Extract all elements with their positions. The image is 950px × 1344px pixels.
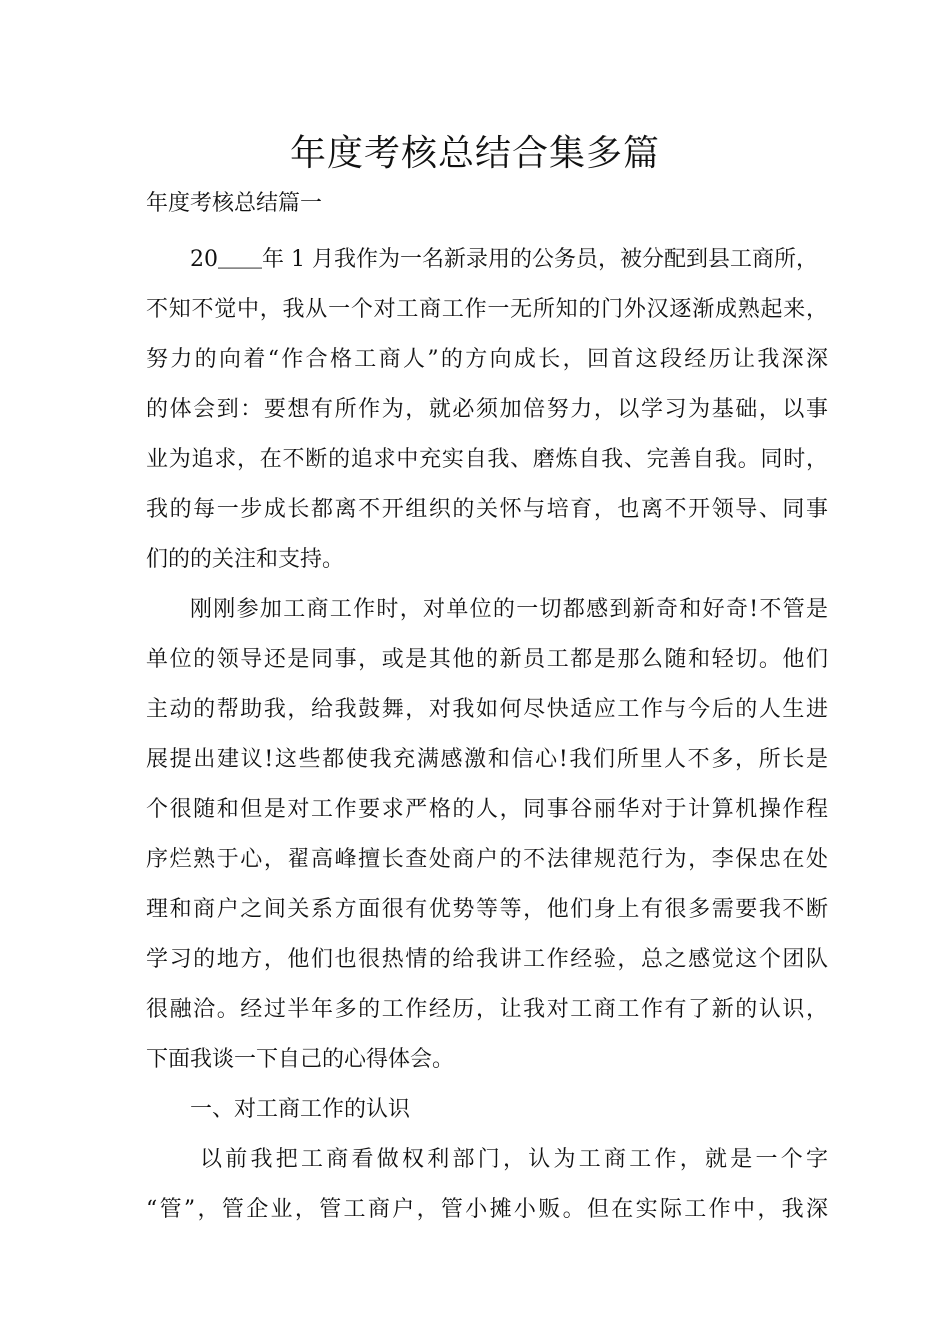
subheading: 一、对工商工作的认识 (190, 1097, 411, 1122)
document-title: 年度考核总结合集多篇 (289, 133, 660, 174)
document-body (146, 179, 828, 1235)
paragraph-line: 学习的地方，他们也很热情的给我讲工作经验，总之感觉这个团队 (146, 947, 828, 972)
paragraph-3 (146, 1135, 828, 1235)
paragraph-line: 个很随和但是对工作要求严格的人，同事谷丽华对于计算机操作程 (146, 797, 828, 822)
section-heading: 年度考核总结篇一 (146, 191, 323, 216)
paragraph-line: 20＿＿年 1 月我作为一名新录用的公务员，被分配到县工商所， (190, 247, 818, 272)
paragraph-line: 以前我把工商看做权利部门，认为工商工作，就是一个字 (200, 1147, 828, 1172)
paragraph-2 (146, 585, 828, 1085)
paragraph-line: 很融洽。经过半年多的工作经历，让我对工商工作有了新的认识， (146, 997, 828, 1022)
paragraph-line: 序烂熟于心，翟高峰擅长查处商户的不法律规范行为，李保忠在处 (146, 847, 828, 872)
paragraph-line: 单位的领导还是同事，或是其他的新员工都是那么随和轻切。他们 (146, 647, 828, 672)
paragraph-1 (146, 235, 828, 585)
paragraph-line: 刚刚参加工商工作时，对单位的一切都感到新奇和好奇!不管是 (190, 597, 828, 622)
paragraph-line: 我的每一步成长都离不开组织的关怀与培育，也离不开领导、同事 (146, 497, 828, 522)
paragraph-line: 的体会到：要想有所作为，就必须加倍努力，以学习为基础，以事 (146, 397, 828, 422)
paragraph-line: 不知不觉中，我从一个对工商工作一无所知的门外汉逐渐成熟起来， (146, 297, 828, 322)
paragraph-line: 努力的向着“作合格工商人”的方向成长，回首这段经历让我深深 (146, 347, 828, 372)
paragraph-line: 们的的关注和支持。 (146, 547, 345, 572)
paragraph-line: 主动的帮助我，给我鼓舞，对我如何尽快适应工作与今后的人生进 (146, 697, 828, 722)
paragraph-line: 下面我谈一下自己的心得体会。 (146, 1047, 455, 1072)
paragraph-line: 理和商户之间关系方面很有优势等等，他们身上有很多需要我不断 (146, 897, 828, 922)
paragraph-line: 业为追求，在不断的追求中充实自我、磨炼自我、完善自我。同时， (146, 447, 828, 472)
paragraph-line: “管”，管企业，管工商户，管小摊小贩。但在实际工作中，我深 (146, 1197, 828, 1222)
paragraph-line: 展提出建议!这些都使我充满感激和信心!我们所里人不多，所长是 (146, 747, 828, 772)
